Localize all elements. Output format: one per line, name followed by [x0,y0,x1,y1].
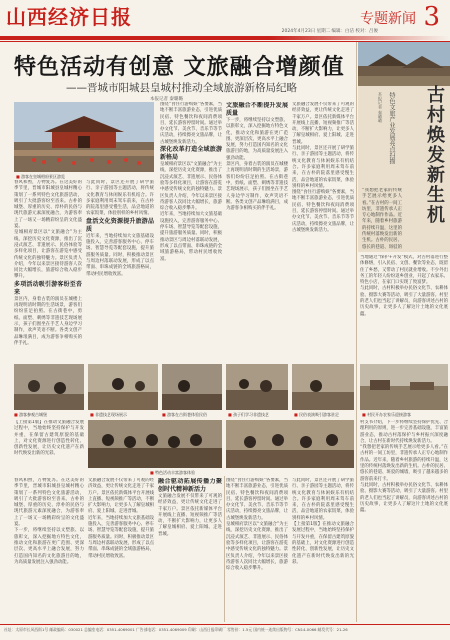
photo-grid-1 [14,364,84,410]
para-media: 文旅融合发展不仅带来了可观的经济效益，更让传统文化走进了千家万户。景区依托新媒体平台开展线上直播、短视频推广等活动，不断扩大影响力，让更多人了解皇城相府、爱上阳城、走进晋城。 [292,102,354,145]
masthead [6,6,196,28]
sidebar-para-6: 与此同时，古村积极举办民俗文化节、农耕体验、摄影大赛等活动，吸引了大量游客。村里的老人们也当起了讲解员，向游客讲述古村的历史故事，让更多人了解这片土地的文化底蕴。 [360,482,448,514]
bottom-para-7: 皇城相府景区以“文旅融合”为主线，深挖历史文化资源，推出了沉浸式演艺、非遗展示、民俗体验等多样化项目，让游客在游览中感受传统文化的独特魅力。景区负责人介绍，今年以来景区接待游客人次同比大幅增长，旅游综合收入稳步攀升。 [226,522,288,572]
newspaper-brand: 山西经济日报 [6,5,132,29]
people-photo-5 [292,364,354,410]
people-photo-2 [88,364,158,410]
bottom-para-5: 文旅融合发展不仅带来了可观的经济效益，更让传统文化走进了千家万户。景区依托新媒体平台开展线上直播、短视频推广等活动，不断扩大影响力，让更多人了解皇城相府、爱上阳城、走进晋城。 [158,494,222,537]
group-photo-1 [88,420,222,468]
footer-rule [0,624,450,625]
article-column-2 [86,180,154,360]
para-resources: 近年来，当地持续加大文旅基础设施投入，完善游客服务中心、停车场、智慧导览等配套设施，提升旅游服务质量。同时，积极推动景区与周边村落联动发展，形成了以点带面、串珠成链的全域旅游格局，带动村民增收致富。 [86,233,154,277]
article-column-1 [14,180,82,360]
subhead-quality: 文旅融合不断提升发展质量 [226,102,288,117]
byline: 本报记者 秦璐璐 [150,97,183,102]
para-continued: 皇城相府景区以“文旅融合”为主线，深挖历史文化资源，推出了沉浸式演艺、非遗展示、民俗体验等多样化项目，让游客在游览中感受传统文化的独特魅力。景区负责人介绍，今年以来景区接待游客人次同比大幅增长，旅游综合收入稳步攀升。 [160,162,222,212]
para-media-3: 围绕“食住行游购娱”各要素，当地不断丰富旅游业态，引进优质民宿、特色餐饮和夜间消费项目，延长游客停留时间。通过举办文化节、美食节、音乐节等节庆活动，持续擦亮文旅品牌，让古城堡焕发新活力。 [292,190,354,233]
column-divider [356,42,357,622]
photo-grid-4 [226,364,288,410]
people-photo-1 [14,364,84,410]
para-reform: 围绕“食住行游购娱”各要素，当地不断丰富旅游业态，引进优质民宿、特色餐饮和夜间消费项目，延长游客停留时间。通过举办文化节、美食节、音乐节等节庆活动，持续擦亮文旅品牌，让古城堡焕发新活力。 [160,102,222,145]
main-headline: 特色活动有创意 文旅融合增颜值 [14,54,345,80]
photo-caption-3: ■ 非遗技艺现场展示 [90,412,127,418]
photo-caption-10: ■ 村民开办农家乐迎接游客 [362,412,411,418]
para-quality-2: 景区内，身着古装的演员在城楼上再现明清时期的生活场景，游客们纷纷驻足拍照。在古街巷中，剪纸、面塑、刺绣等非遗技艺现场展示，孩子们围坐在手艺人身边学习制作，欢声笑语不断。各类文创产品琳琅满目，成为游客争相购买的伴手礼。 [226,162,288,212]
bottom-column-4 [226,478,288,620]
group-photo-illustration-2 [226,420,354,468]
subhead-activities: 多项活动吸引游客纷至沓来 [14,280,82,296]
article-column-5 [292,102,354,360]
photo-grid-2 [88,364,158,410]
landscape-photo [360,364,448,410]
lead-photo-caption: ■ 游客在皇城相府景区游览 [16,174,65,180]
sidebar-column-1 [362,188,402,250]
group-photo-illustration-1 [88,420,222,468]
sidebar-para-3: 与此同时，古村积极举办民俗文化节、农耕体验、摄影大赛等活动，吸引了大量游客。村里的老人们也当起了讲解员，向游客讲述古村的历史故事，让更多人了解这片土地的文化底蕴。 [360,286,448,317]
photo-grid-3 [162,364,222,410]
bottom-para-4: 近年来，当地持续加大文旅基础设施投入，完善游客服务中心、停车场、智慧导览等配套设施，提升旅游服务质量。同时，积极推动景区与周边村落联动发展，形成了以点带面、串珠成链的全域旅游格局，带动村民增收致富。 [88,515,154,559]
header-rule [0,36,450,40]
bottom-column-1 [14,478,84,620]
para-quality: 下一步，将继续坚持以文塑旅、以旅彰文，深入挖掘地方特色文化，推动文化和旅游在更广范围、更深层次、更高水平上融合发展，努力打造国内知名的文化旅游目的地，为高质量发展注入强劲动能。 [226,118,288,161]
sub-headline: ——晋城市阳城县皇城村推动全域旅游新格局纪略 [66,82,297,94]
sidebar-para-4: 村支书介绍，下一步将继续坚持保护优先、合理利用的原则，进一步完善基础设施，丰富旅游业态，推动古村落保护与乡村振兴深度融合，让古村在新时代持续焕发新活力。 [360,420,448,444]
para-media-2: 与此同时，景区还开展了研学旅行、亲子游园等主题活动，将传统文化教育与休闲娱乐有机结合。许多家庭利用周末驾车前来，在古朴的院落里感受慢生活，品尝地道的农家饭菜，体验别样的乡村风情。 [292,146,354,189]
bottom-para-6: 围绕“食住行游购娱”各要素，当地不断丰富旅游业态，引进优质民宿、特色餐饮和夜间消费项目，延长游客停留时间。通过举办文化节、美食节、音乐节等节庆活动，持续擦亮文旅品牌，让古城堡焕发新活力。 [226,478,288,521]
sidebar-para-5: “我想把老家的传统手艺展示给更多人看。”在古村的一间工坊里，非遗传承人正专心地制作作品。近年来，随着乡村旅游的持续升温，这里的传统村落焕发出新的生机。古朴的民居、悠长的巷道、斑驳的城墙，吸引了越来越多的游客前来打卡。 [360,445,448,482]
photo-caption-6: ■ 民俗表演吸引游客驻足 [294,412,339,418]
para-continued-2: 近年来，当地持续加大文旅基础设施投入，完善游客服务中心、停车场、智慧导览等配套设施，提升旅游服务质量。同时，积极推动景区与周边村落联动发展，形成了以点带面、串珠成链的全域旅游格局，带动村民增收致富。 [160,212,222,262]
photo-caption-4: ■ 游客在古街巷体验民俗 [162,412,207,418]
bottom-column-3 [158,478,222,620]
article-column-4 [226,102,288,360]
temple-photo-illustration [14,102,154,172]
footer-info: 社址：太原市长风西街1号 邮政编码：030021 总编室电话：0351-4069001 广告部电话：0351-4069009 印刷：山西日报印刷厂 零售价：1.5元 国内统一连续出版物号：CN14-0066 邮发代号：21-26 [4,627,348,632]
bottom-para-2: 下一步，将继续坚持以文塑旅、以旅彰文，深入挖掘地方特色文化，推动文化和旅游在更广范围、更深层次、更高水平上融合发展，努力打造国内知名的文化旅游目的地，为高质量发展注入强劲动能。 [14,528,84,565]
para-scenic: 皇城相府景区以“文旅融合”为主线，深挖历史文化资源，推出了沉浸式演艺、非遗展示、民俗体验等多样化项目，让游客在游览中感受传统文化的独特魅力。景区负责人介绍，今年以来景区接待游客人次同比大幅增长，旅游综合收入稳步攀升。 [14,230,82,280]
bottom-column-5 [292,478,354,620]
sidebar-body-2 [360,420,448,620]
column-divider [224,476,225,622]
sidebar-photo [358,42,450,86]
bottom-para-8: 与此同时，景区还开展了研学旅行、亲子游园等主题活动，将传统文化教育与休闲娱乐有机结合。许多家庭利用周末驾车前来，在古朴的院落里感受慢生活，品尝地道的农家饭菜，体验别样的乡村风情。 [292,478,354,521]
photo-caption-2: ■ 游客参观古城堡 [14,412,47,418]
sidebar-subtitle: 特色文旅产业发展亮点扫描 [388,92,395,164]
bottom-column-2 [88,478,154,620]
photo-caption-5: ■ 孩子们学习非遗技艺 [228,412,269,418]
bottom-para-9: 【上接第1版】在推动文旅融合发展过程中，当地始终坚持保护与开发并重，在保留古建筑原貌的基础上，对文化资源进行创造性转化、创新性发展，让历史文化遗产在新时代焕发出新的光彩。 [292,522,354,565]
group-photo-2 [226,420,354,468]
photo-grid-6 [360,364,448,410]
sidebar-body-1 [360,255,448,360]
subhead-fusion: 融合驱动拓展传播力聚创时代精神新活力 [158,478,222,493]
people-photo-3 [162,364,222,410]
subhead-resources: 盘活文化资源提升旅游品质 [86,217,154,233]
lower-column-1 [14,420,84,468]
people-photo-4 [226,364,288,410]
group-photo-caption: ■ 特色活动丰富游客体验 [150,470,195,476]
sidebar-byline: 本报记者 秦璐璐 [378,92,383,123]
page-number: 3 [423,2,440,32]
sidebar-para-1: “我想把老家的传统手艺展示给更多人看。”在古村的一间工坊里，非遗传承人正专心地制作作品。近年来，随着乡村旅游的持续升温，这里的传统村落焕发出新的生机。古朴的民居、悠长的巷道、斑驳的 [362,188,402,250]
article-column-3 [160,102,222,360]
bottom-para-3: 文旅融合发展不仅带来了可观的经济效益，更让传统文化走进了千家万户。景区依托新媒体平台开展线上直播、短视频推广等活动，不断扩大影响力，让更多人了解皇城相府、爱上阳城、走进晋城。 [88,478,154,515]
para-activities: 景区内，身着古装的演员在城楼上再现明清时期的生活场景，游客们纷纷驻足拍照。在古街巷中，剪纸、面塑、刺绣等非遗技艺现场展示，孩子们围坐在手艺人身边学习制作，欢声笑语不断。各类文创产品琳琅满目，成为游客争相购买的伴手礼。 [14,296,82,346]
issue-meta: 2024年4月23日 星期二 编辑：白洁 校对：吕俊 [281,29,378,34]
sidebar-para-2: 当地通过“保护+开发”模式，对古村落进行整体修缮，引入民宿、文创、餐饮等业态，既留住了乡愁，又带动了村民就业增收。不少外出务工的年轻人纷纷返乡创业，开起了农家乐、特色小店，在家门口实现了致富梦。 [360,255,448,286]
photo-grid-5 [292,364,354,410]
lower-para-1: 【上接第1版】在推动文旅融合发展过程中，当地始终坚持保护与开发并重，在保留古建筑原貌的基础上，对文化资源进行创造性转化、创新性发展，让历史文化遗产在新时代焕发出新的光彩。 [14,420,84,457]
subhead-reform: 深化改革打造全域旅游新格局 [160,146,222,162]
para-family: 与此同时，景区还开展了研学旅行、亲子游园等主题活动，将传统文化教育与休闲娱乐有机结合。许多家庭利用周末驾车前来，在古朴的院落里感受慢生活，品尝地道的农家饭菜，体验别样的乡村风情。 [86,180,154,217]
para-intro: 春风和煦，万物复苏。在这美好的季节里，晋城市阳城县皇城村精心策划了一系列特色文化旅游活动，吸引了大批游客纷至沓来。古朴的城堡、厚重的历史、淳朴的民俗与现代旅游元素深度融合，为游客奉上了一场又一场精彩纷呈的文化盛宴。 [14,180,82,230]
lead-photo [14,102,154,172]
bottom-para-1: 春风和煦，万物复苏。在这美好的季节里，晋城市阳城县皇城村精心策划了一系列特色文化旅游活动，吸引了大批游客纷至沓来。古朴的城堡、厚重的历史、淳朴的民俗与现代旅游元素深度融合，为游客奉上了一场又一场精彩纷呈的文化盛宴。 [14,478,84,528]
section-title: 专题新闻 [360,11,416,27]
sidebar-title: 古村焕发新生机 [424,85,445,225]
